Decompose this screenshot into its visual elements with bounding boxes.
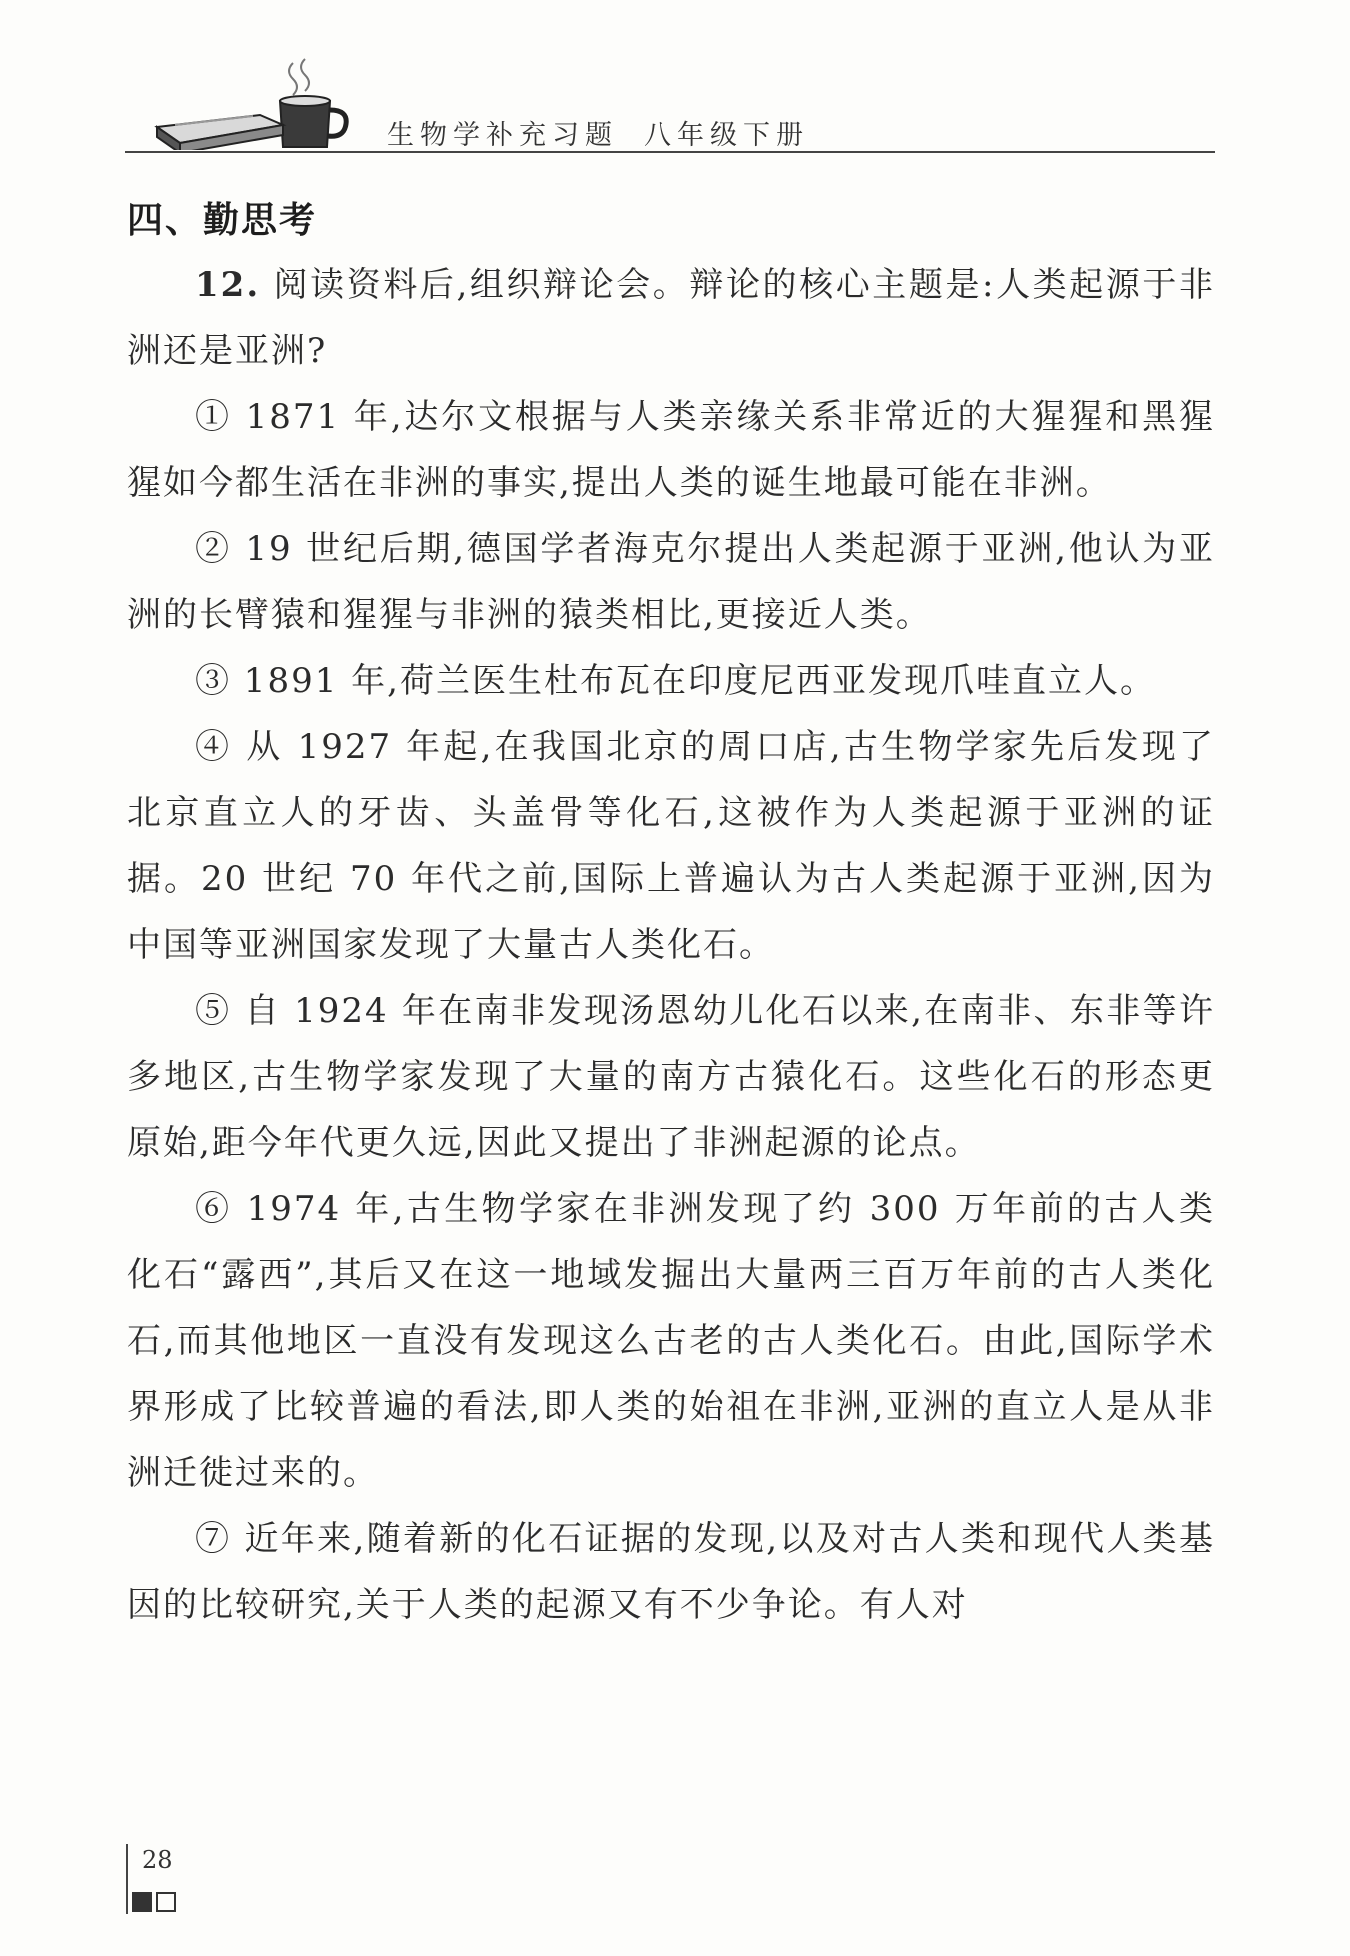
material-item-3: ③ 1891 年,荷兰医生杜布瓦在印度尼西亚发现爪哇直立人。	[195, 661, 1156, 701]
question-prompt	[127, 252, 1215, 384]
material-item-6: ⑥ 1974 年,古生物学家在非洲发现了约 300 万年前的古人类化石“露西”,其后又在这一地域发掘出大量两三百万年前的古人类化石,而其他地区一直没有发现这么古老的古人类化石。由此,国际学术界形成了比较普遍的看法,即人类的始祖在非洲,亚洲的直立人是从非洲迁徙过来的。	[127, 1189, 1215, 1493]
book-title-grade: 八年级下册	[644, 120, 809, 151]
material-item-7: ⑦ 近年来,随着新的化石证据的发现,以及对古人类和现代人类基因的比较研究,关于人类的起源又有不少争论。有人对	[127, 1519, 1215, 1625]
empty-square-icon	[156, 1892, 176, 1912]
page-header	[125, 55, 1215, 155]
footer-divider	[126, 1844, 128, 1914]
section-heading: 四、勤思考	[127, 200, 318, 241]
question-number: 12.	[195, 265, 261, 305]
page-marks	[132, 1892, 180, 1912]
material-item-5: ⑤ 自 1924 年在南非发现汤恩幼儿化石以来,在南非、东非等许多地区,古生物学家发现了大量的南方古猿化石。这些化石的形态更原始,距今年代更久远,因此又提出了非洲起源的论点。	[127, 991, 1215, 1163]
material-item-4: ④ 从 1927 年起,在我国北京的周口店,古生物学家先后发现了北京直立人的牙齿、头盖骨等化石,这被作为人类起源于亚洲的证据。20 世纪 70 年代之前,国际上普遍认为古人类起源于亚洲,因为中国等亚洲国家发现了大量古人类化石。	[127, 727, 1215, 965]
material-item-1: ① 1871 年,达尔文根据与人类亲缘关系非常近的大猩猩和黑猩猩如今都生活在非洲的事实,提出人类的诞生地最可能在非洲。	[127, 397, 1215, 503]
book-title	[387, 113, 809, 152]
book-title-subject: 生物学补充习题	[387, 120, 618, 151]
material-item-2: ② 19 世纪后期,德国学者海克尔提出人类起源于亚洲,他认为亚洲的长臂猿和猩猩与非洲的猿类相比,更接近人类。	[127, 529, 1215, 635]
book-and-mug-icon	[145, 55, 365, 150]
question-text: 阅读资料后,组织辩论会。辩论的核心主题是:人类起源于非洲还是亚洲?	[127, 265, 1216, 371]
question-content	[127, 252, 1215, 1638]
filled-square-icon	[132, 1892, 152, 1912]
page-number: 28	[142, 1846, 173, 1874]
header-divider	[125, 151, 1215, 153]
